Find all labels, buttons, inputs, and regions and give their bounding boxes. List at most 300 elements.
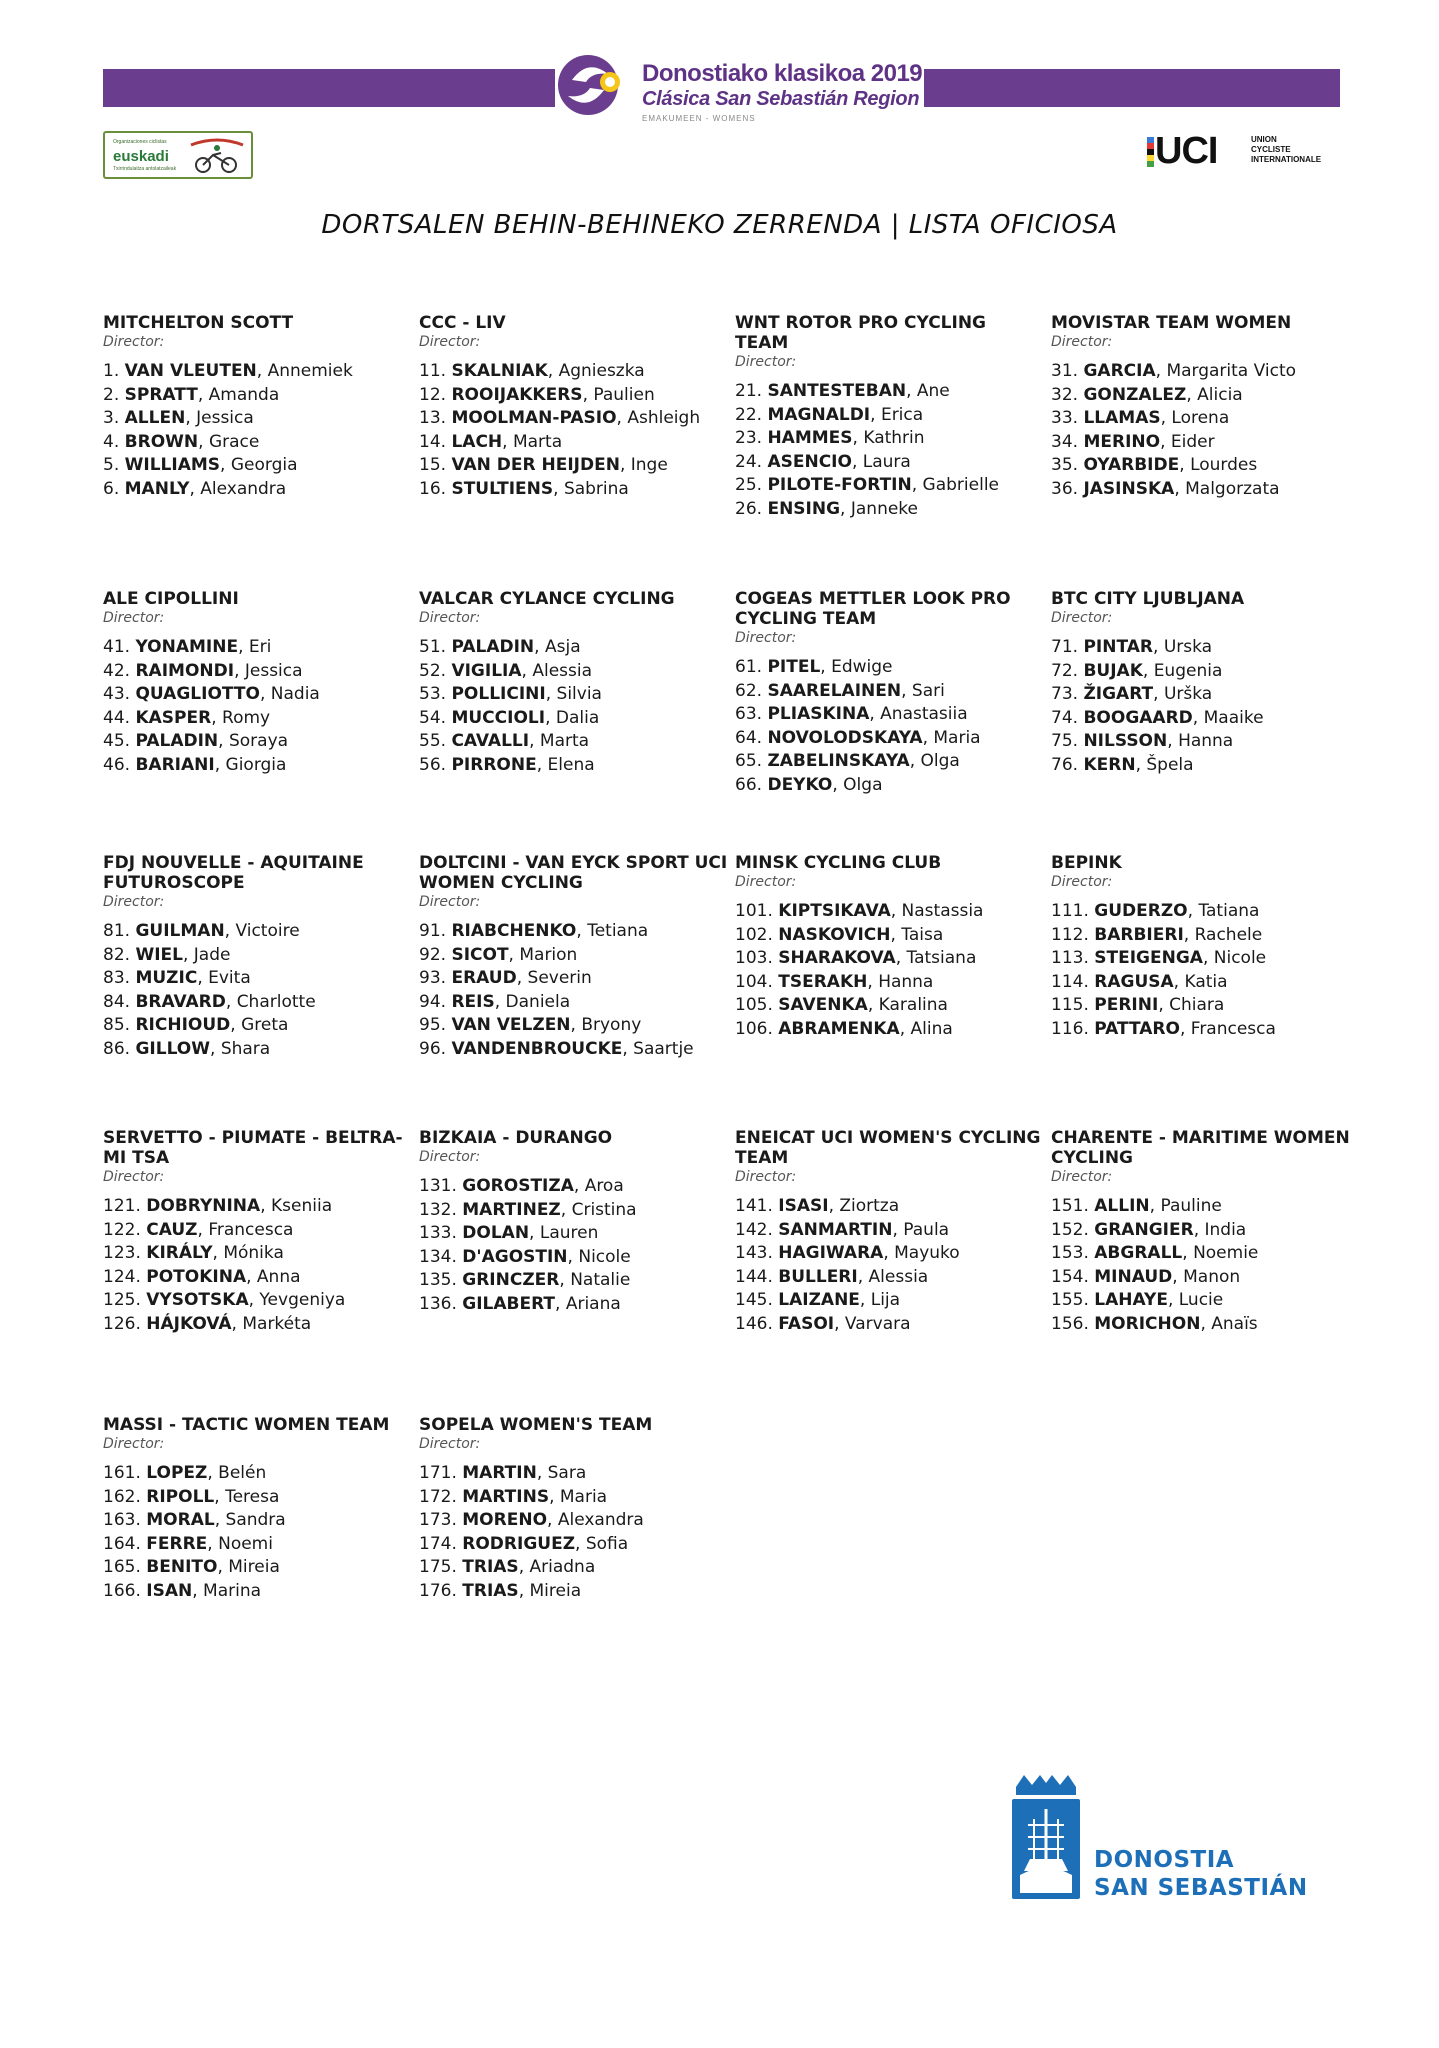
rider-number: 33.	[1051, 408, 1079, 428]
rider-number: 113.	[1051, 948, 1089, 968]
rider-number: 13.	[419, 408, 447, 428]
euskadi-logo-name: euskadi	[113, 148, 169, 165]
rider-row: 154. MINAUD, Manon	[1051, 1266, 1361, 1290]
rider-row: 134. D'AGOSTIN, Nicole	[419, 1246, 729, 1270]
director-label: Director:	[103, 1169, 165, 1185]
rider-first-name: Evita	[208, 968, 251, 988]
rider-last-name: BULLERI	[778, 1266, 858, 1287]
rider-last-name: SKALNIAK	[451, 361, 548, 381]
rider-first-name: Nicole	[578, 1246, 631, 1267]
rider-last-name: GUDERZO	[1094, 901, 1188, 921]
rider-first-name: Janneke	[850, 498, 918, 519]
rider-first-name: Marta	[539, 731, 590, 751]
rider-last-name: MINAUD	[1094, 1266, 1173, 1287]
rider-number: 152.	[1051, 1219, 1089, 1240]
rider-first-name: Jade	[193, 944, 231, 965]
rider-last-name: CAVALLI	[451, 731, 530, 751]
rider-number: 35.	[1051, 455, 1079, 475]
rider-row: 96. VANDENBROUCKE, Saartje	[419, 1038, 729, 1062]
rider-number: 103.	[735, 948, 773, 968]
rider-last-name: PALADIN	[135, 731, 219, 751]
rider-row: 173. MORENO, Alexandra	[419, 1509, 729, 1533]
director-label: Director:	[103, 610, 165, 626]
rider-first-name: Amanda	[208, 384, 280, 405]
rider-first-name: Olga	[920, 751, 960, 771]
rider-number: 55.	[419, 731, 447, 751]
rider-number: 81.	[103, 921, 131, 941]
rider-first-name: Laura	[862, 451, 911, 472]
rider-number: 5.	[103, 455, 120, 475]
event-title: Donostiako klasikoa 2019	[642, 60, 923, 87]
rider-row: 64. NOVOLODSKAYA, Maria	[735, 727, 1045, 751]
team-name: SOPELA WOMEN'S TEAM	[419, 1415, 653, 1435]
rider-last-name: BARIANI	[135, 754, 215, 775]
rider-last-name: BRAVARD	[135, 991, 226, 1012]
rider-first-name: Shara	[220, 1038, 271, 1059]
rider-first-name: Hanna	[878, 971, 934, 992]
rider-last-name: ENSING	[767, 498, 841, 519]
rider-first-name: Olga	[843, 774, 883, 795]
rider-number: 133.	[419, 1223, 457, 1243]
rider-row: 2. SPRATT, Amanda	[103, 384, 413, 408]
rider-last-name: LOPEZ	[146, 1463, 208, 1483]
rider-number: 175.	[419, 1557, 457, 1577]
rider-first-name: Alessia	[868, 1266, 929, 1287]
rider-row: 132. MARTINEZ, Cristina	[419, 1199, 729, 1223]
rider-row: 24. ASENCIO, Laura	[735, 451, 1045, 475]
rider-first-name: Sari	[911, 680, 945, 701]
rider-row: 145. LAIZANE, Lija	[735, 1289, 1045, 1313]
event-logo	[552, 52, 923, 128]
rider-number: 135.	[419, 1270, 457, 1290]
rider-first-name: Paulien	[593, 384, 655, 405]
rider-last-name: ISASI	[778, 1196, 829, 1216]
rider-row: 126. HÁJKOVÁ, Markéta	[103, 1313, 413, 1337]
rider-first-name: Jessica	[244, 660, 303, 681]
rider-last-name: POLLICINI	[451, 684, 546, 704]
rider-last-name: FERRE	[146, 1533, 208, 1554]
rider-number: 75.	[1051, 731, 1079, 751]
rider-number: 132.	[419, 1199, 457, 1220]
rider-number: 43.	[103, 684, 131, 704]
rider-last-name: MAGNALDI	[767, 404, 871, 425]
rider-number: 155.	[1051, 1290, 1089, 1310]
rider-last-name: KASPER	[135, 707, 212, 728]
rider-number: 34.	[1051, 431, 1079, 452]
team-card	[103, 313, 413, 501]
rider-number: 62.	[735, 680, 763, 701]
director-label: Director:	[735, 874, 797, 890]
rider-row: 1. VAN VLEUTEN, Annemiek	[103, 360, 413, 384]
rider-first-name: Markéta	[242, 1313, 312, 1334]
rider-last-name: STEIGENGA	[1094, 948, 1203, 968]
rider-first-name: Anastasiia	[880, 704, 968, 724]
director-label: Director:	[103, 334, 165, 350]
rider-first-name: Grace	[208, 431, 260, 452]
rider-first-name: Rachele	[1194, 924, 1263, 945]
rider-number: 32.	[1051, 384, 1079, 405]
rider-row: 156. MORICHON, Anaïs	[1051, 1313, 1361, 1337]
rider-row: 172. MARTINS, Maria	[419, 1486, 729, 1510]
rider-first-name: Lorena	[1171, 408, 1230, 428]
rider-row: 143. HAGIWARA, Mayuko	[735, 1242, 1045, 1266]
rider-number: 71.	[1051, 637, 1079, 657]
event-emblem-icon	[552, 52, 632, 118]
rider-last-name: DOBRYNINA	[146, 1196, 261, 1216]
team-card	[103, 589, 413, 777]
team-card	[1051, 853, 1361, 1041]
team-name: CCC - LIV	[419, 313, 506, 333]
director-label: Director:	[103, 894, 165, 910]
team-card	[735, 853, 1045, 1041]
rider-first-name: Paula	[903, 1219, 950, 1240]
rider-first-name: Sofia	[585, 1533, 629, 1554]
rider-row: 71. PINTAR, Urska	[1051, 636, 1361, 660]
rider-last-name: RAIMONDI	[135, 660, 235, 681]
rider-last-name: HAGIWARA	[778, 1243, 884, 1263]
uci-logo-subtitle: UNION CYCLISTE INTERNATIONALE	[1251, 135, 1322, 164]
rider-number: 25.	[735, 475, 763, 495]
rider-last-name: MANLY	[124, 478, 190, 499]
rider-first-name: Silvia	[556, 684, 602, 704]
rider-number: 94.	[419, 991, 447, 1012]
rider-last-name: ASENCIO	[767, 451, 852, 472]
rider-last-name: D'AGOSTIN	[462, 1246, 568, 1267]
rider-number: 63.	[735, 704, 763, 724]
page-title: DORTSALEN BEHIN-BEHINEKO ZERRENDA | LISTA OFICIOSA	[321, 210, 1118, 240]
rider-first-name: Mónika	[223, 1243, 284, 1263]
rider-number: 22.	[735, 404, 763, 425]
rider-first-name: Francesca	[1190, 1018, 1276, 1039]
rider-last-name: VAN VELZEN	[451, 1015, 571, 1035]
rider-row: 13. MOOLMAN-PASIO, Ashleigh	[419, 407, 729, 431]
rider-first-name: Anna	[256, 1266, 301, 1287]
rider-row: 93. ERAUD, Severin	[419, 967, 729, 991]
rider-row: 74. BOOGAARD, Maaike	[1051, 707, 1361, 731]
rider-last-name: ISAN	[146, 1580, 193, 1601]
rider-first-name: Romy	[222, 707, 271, 728]
rider-number: 44.	[103, 707, 131, 728]
rider-number: 116.	[1051, 1018, 1089, 1039]
rider-first-name: Eider	[1170, 431, 1215, 452]
rider-first-name: Gabrielle	[922, 475, 1000, 495]
rider-number: 146.	[735, 1313, 773, 1334]
rider-row: 53. POLLICINI, Silvia	[419, 683, 729, 707]
rider-last-name: MERINO	[1083, 431, 1161, 452]
rider-last-name: BUJAK	[1083, 660, 1143, 681]
rider-number: 26.	[735, 498, 763, 519]
rider-last-name: NILSSON	[1083, 731, 1168, 751]
rider-last-name: DOLAN	[462, 1223, 530, 1243]
rider-number: 174.	[419, 1533, 457, 1554]
rider-number: 93.	[419, 968, 447, 988]
rider-number: 6.	[103, 478, 120, 499]
team-name: MASSI - TACTIC WOMEN TEAM	[103, 1415, 390, 1435]
rider-first-name: Nastassia	[901, 901, 984, 921]
rider-number: 142.	[735, 1219, 773, 1240]
rider-row: 113. STEIGENGA, Nicole	[1051, 947, 1361, 971]
rider-number: 162.	[103, 1486, 141, 1507]
rider-row: 163. MORAL, Sandra	[103, 1509, 413, 1533]
rider-number: 171.	[419, 1463, 457, 1483]
rider-last-name: MORENO	[462, 1510, 548, 1530]
rider-first-name: Maria	[559, 1486, 608, 1507]
rider-last-name: MUCCIOLI	[451, 707, 546, 728]
event-category: EMAKUMEEN - WOMENS	[642, 114, 756, 123]
rider-row: 112. BARBIERI, Rachele	[1051, 924, 1361, 948]
rider-number: 121.	[103, 1196, 141, 1216]
rider-last-name: VYSOTSKA	[146, 1290, 249, 1310]
rider-row: 61. PITEL, Edwige	[735, 656, 1045, 680]
rider-first-name: Lucie	[1178, 1290, 1224, 1310]
rider-first-name: Jessica	[196, 408, 254, 428]
rider-first-name: Alexandra	[557, 1510, 644, 1530]
rider-number: 143.	[735, 1243, 773, 1263]
rider-last-name: VAN DER HEIJDEN	[451, 455, 620, 475]
rider-number: 122.	[103, 1219, 141, 1240]
rider-number: 134.	[419, 1246, 457, 1267]
rider-first-name: Margarita Victo	[1166, 361, 1297, 381]
rider-last-name: SAARELAINEN	[767, 680, 902, 701]
rider-last-name: PITEL	[767, 657, 821, 677]
rider-last-name: GOROSTIZA	[462, 1176, 574, 1196]
rider-number: 151.	[1051, 1196, 1089, 1216]
rider-first-name: Varvara	[844, 1313, 911, 1334]
rider-row: 41. YONAMINE, Eri	[103, 636, 413, 660]
rider-row: 142. SANMARTIN, Paula	[735, 1219, 1045, 1243]
team-card	[419, 1128, 729, 1316]
rider-row: 72. BUJAK, Eugenia	[1051, 660, 1361, 684]
rider-last-name: NOVOLODSKAYA	[767, 727, 923, 748]
rider-row: 34. MERINO, Eider	[1051, 431, 1361, 455]
rider-number: 163.	[103, 1510, 141, 1530]
rider-row: 116. PATTARO, Francesca	[1051, 1018, 1361, 1042]
rider-row: 51. PALADIN, Asja	[419, 636, 729, 660]
rider-number: 173.	[419, 1510, 457, 1530]
rider-row: 54. MUCCIOLI, Dalia	[419, 707, 729, 731]
rider-last-name: MUZIC	[135, 968, 198, 988]
rider-last-name: TRIAS	[462, 1557, 519, 1577]
rider-number: 161.	[103, 1463, 141, 1483]
rider-first-name: Aroa	[584, 1176, 624, 1196]
rider-row: 111. GUDERZO, Tatiana	[1051, 900, 1361, 924]
rider-number: 145.	[735, 1290, 773, 1310]
rider-number: 131.	[419, 1176, 457, 1196]
rider-row: 101. KIPTSIKAVA, Nastassia	[735, 900, 1045, 924]
rider-first-name: Sandra	[225, 1510, 286, 1530]
rider-row: 81. GUILMAN, Victoire	[103, 920, 413, 944]
rider-first-name: Noemi	[218, 1533, 273, 1554]
rider-number: 12.	[419, 384, 447, 405]
rider-last-name: LAIZANE	[778, 1290, 860, 1310]
rider-row: 12. ROOIJAKKERS, Paulien	[419, 384, 729, 408]
rider-row: 21. SANTESTEBAN, Ane	[735, 380, 1045, 404]
rider-row: 176. TRIAS, Mireia	[419, 1580, 729, 1604]
rider-first-name: Dalia	[555, 707, 600, 728]
rider-row: 35. OYARBIDE, Lourdes	[1051, 454, 1361, 478]
director-label: Director:	[103, 1436, 165, 1452]
uci-logo	[1147, 130, 1342, 172]
rider-last-name: SANTESTEBAN	[767, 381, 907, 401]
rider-row: 171. MARTIN, Sara	[419, 1462, 729, 1486]
rider-first-name: Chiara	[1169, 995, 1225, 1015]
rider-number: 114.	[1051, 971, 1089, 992]
rider-last-name: MOOLMAN-PASIO	[451, 408, 617, 428]
rider-row: 45. PALADIN, Soraya	[103, 730, 413, 754]
rider-row: 26. ENSING, Janneke	[735, 498, 1045, 522]
rider-first-name: Eri	[248, 637, 272, 657]
rider-first-name: Severin	[527, 968, 592, 988]
rider-row: 65. ZABELINSKAYA, Olga	[735, 750, 1045, 774]
rider-first-name: Daniela	[505, 991, 571, 1012]
rider-last-name: HÁJKOVÁ	[146, 1313, 232, 1334]
event-subtitle: Clásica San Sebastián Region	[642, 88, 920, 110]
rider-number: 172.	[419, 1486, 457, 1507]
rider-row: 151. ALLIN, Pauline	[1051, 1195, 1361, 1219]
rider-first-name: Charlotte	[236, 991, 316, 1012]
rider-last-name: ZABELINSKAYA	[767, 751, 910, 771]
rider-first-name: Mireia	[529, 1580, 582, 1601]
rider-number: 101.	[735, 901, 773, 921]
rider-row: 164. FERRE, Noemi	[103, 1533, 413, 1557]
rider-row: 73. ŽIGART, Urška	[1051, 683, 1361, 707]
city-coat-of-arms-icon	[1006, 1775, 1086, 1903]
rider-last-name: TSERAKH	[778, 971, 868, 992]
rider-last-name: RODRIGUEZ	[462, 1533, 576, 1554]
rider-number: 91.	[419, 921, 447, 941]
rider-first-name: Anaïs	[1211, 1313, 1258, 1334]
rider-number: 56.	[419, 754, 447, 775]
rider-row: 36. JASINSKA, Malgorzata	[1051, 478, 1361, 502]
rider-number: 123.	[103, 1243, 141, 1263]
rider-first-name: Mayuko	[894, 1243, 960, 1263]
rider-last-name: GRANGIER	[1094, 1219, 1194, 1240]
rider-last-name: QUAGLIOTTO	[135, 684, 260, 704]
rider-number: 111.	[1051, 901, 1089, 921]
rider-number: 85.	[103, 1015, 131, 1035]
rider-number: 82.	[103, 944, 131, 965]
rider-number: 15.	[419, 455, 447, 475]
rider-last-name: BARBIERI	[1094, 924, 1184, 945]
rider-first-name: Natalie	[570, 1270, 631, 1290]
rider-first-name: Tatiana	[1198, 901, 1260, 921]
director-label: Director:	[735, 630, 797, 646]
team-name: VALCAR CYLANCE CYCLING	[419, 589, 675, 609]
team-card	[419, 853, 729, 1061]
rider-number: 61.	[735, 657, 763, 677]
rider-last-name: SICOT	[451, 944, 509, 965]
rider-first-name: Marion	[519, 944, 578, 965]
rider-number: 92.	[419, 944, 447, 965]
rider-first-name: Georgia	[230, 455, 298, 475]
rider-last-name: MARTINS	[462, 1486, 550, 1507]
rider-last-name: BENITO	[146, 1557, 218, 1577]
rider-last-name: LLAMAS	[1083, 408, 1161, 428]
rider-last-name: REIS	[451, 991, 495, 1012]
team-card	[1051, 313, 1361, 501]
rider-last-name: VIGILIA	[451, 660, 522, 681]
rider-first-name: Saartje	[633, 1038, 694, 1059]
rider-row: 25. PILOTE-FORTIN, Gabrielle	[735, 474, 1045, 498]
rider-first-name: Karalina	[878, 995, 948, 1015]
team-card	[419, 589, 729, 777]
rider-number: 3.	[103, 408, 120, 428]
rider-last-name: OYARBIDE	[1083, 455, 1180, 475]
rider-number: 164.	[103, 1533, 141, 1554]
rider-number: 115.	[1051, 995, 1089, 1015]
rider-row: 46. BARIANI, Giorgia	[103, 754, 413, 778]
team-card	[103, 853, 413, 1061]
team-name: MINSK CYCLING CLUB	[735, 853, 942, 873]
rider-last-name: ROOIJAKKERS	[451, 384, 583, 405]
rider-row: 15. VAN DER HEIJDEN, Inge	[419, 454, 729, 478]
director-label: Director:	[1051, 874, 1113, 890]
rider-first-name: Maaike	[1203, 707, 1264, 728]
team-name: DOLTCINI - VAN EYCK SPORT UCI WOMEN CYCLING	[419, 853, 728, 893]
rider-row: 135. GRINCZER, Natalie	[419, 1269, 729, 1293]
director-label: Director:	[419, 610, 481, 626]
rider-first-name: Ashleigh	[627, 408, 701, 428]
rider-row: 103. SHARAKOVA, Tatsiana	[735, 947, 1045, 971]
rider-row: 161. LOPEZ, Belén	[103, 1462, 413, 1486]
rider-first-name: Sabrina	[563, 478, 629, 499]
rider-number: 105.	[735, 995, 773, 1015]
rider-first-name: Belén	[218, 1463, 267, 1483]
rider-first-name: Bryony	[581, 1015, 642, 1035]
rider-number: 125.	[103, 1290, 141, 1310]
rider-row: 76. KERN, Špela	[1051, 754, 1361, 778]
rider-number: 11.	[419, 361, 447, 381]
rider-number: 73.	[1051, 684, 1079, 704]
rider-first-name: Špela	[1146, 754, 1194, 775]
rider-number: 95.	[419, 1015, 447, 1035]
rider-last-name: ALLIN	[1094, 1196, 1150, 1216]
rider-last-name: BOOGAARD	[1083, 707, 1193, 728]
rider-first-name: Ane	[916, 381, 950, 401]
header-bar-right	[924, 69, 1340, 107]
rider-row: 23. HAMMES, Kathrin	[735, 427, 1045, 451]
rider-last-name: GUILMAN	[135, 921, 225, 941]
rider-number: 46.	[103, 754, 131, 775]
rider-first-name: Noemie	[1193, 1243, 1259, 1263]
rider-row: 5. WILLIAMS, Georgia	[103, 454, 413, 478]
rider-last-name: FASOI	[778, 1313, 835, 1334]
rider-last-name: PLIASKINA	[767, 704, 870, 724]
rider-row: 85. RICHIOUD, Greta	[103, 1014, 413, 1038]
team-card	[735, 1128, 1045, 1336]
rider-last-name: PILOTE-FORTIN	[767, 475, 912, 495]
rider-number: 141.	[735, 1196, 773, 1216]
rider-first-name: Inge	[630, 455, 668, 475]
team-name: COGEAS METTLER LOOK PRO CYCLING TEAM	[735, 589, 1011, 629]
rider-first-name: Alicia	[1197, 384, 1243, 405]
rider-last-name: POTOKINA	[146, 1266, 247, 1287]
rider-number: 52.	[419, 660, 447, 681]
rider-last-name: WIEL	[135, 944, 183, 965]
team-name: MOVISTAR TEAM WOMEN	[1051, 313, 1292, 333]
rider-first-name: Soraya	[228, 731, 289, 751]
rider-first-name: Eugenia	[1153, 660, 1223, 681]
director-label: Director:	[735, 354, 797, 370]
rider-row: 91. RIABCHENKO, Tetiana	[419, 920, 729, 944]
director-label: Director:	[1051, 610, 1113, 626]
rider-row: 62. SAARELAINEN, Sari	[735, 680, 1045, 704]
rider-first-name: Ziortza	[839, 1196, 900, 1216]
director-label: Director:	[735, 1169, 797, 1185]
rider-row: 95. VAN VELZEN, Bryony	[419, 1014, 729, 1038]
rider-row: 42. RAIMONDI, Jessica	[103, 660, 413, 684]
rider-last-name: PINTAR	[1083, 637, 1153, 657]
